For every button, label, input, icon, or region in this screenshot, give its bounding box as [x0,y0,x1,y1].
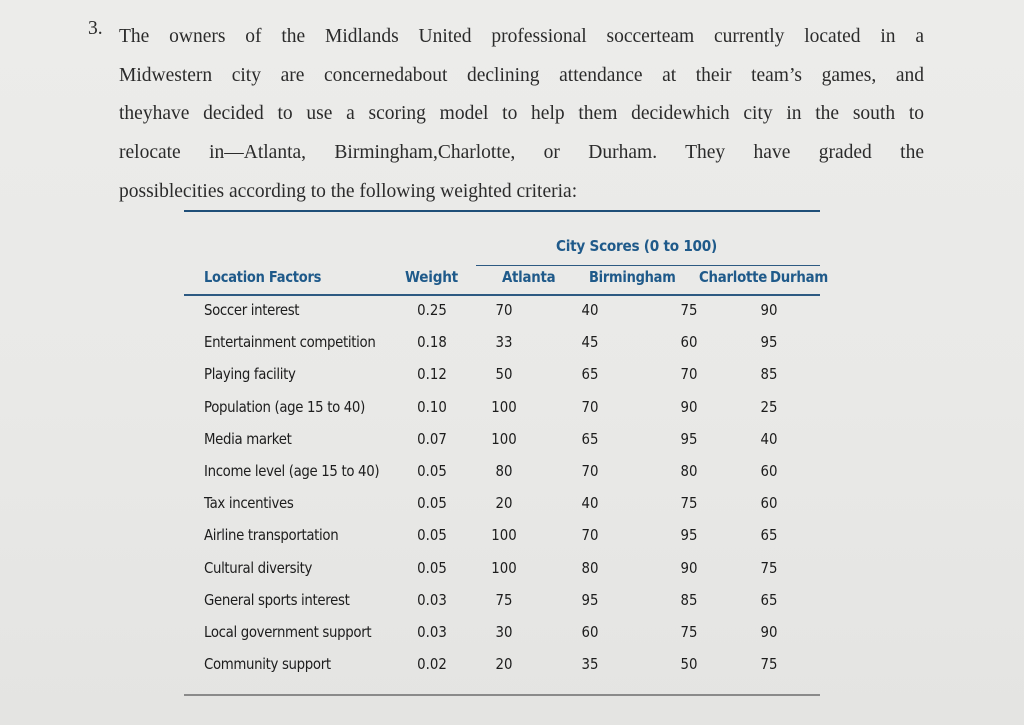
weighted-criteria-table [184,210,828,696]
table-cell: 100 [491,429,517,448]
column-header: Location Factors [204,268,322,286]
factor-label: Airline transportation [204,526,339,545]
table-cell: 0.05 [417,462,447,480]
table-cell: 40 [581,301,599,319]
table-cell: 80 [680,462,698,480]
table-cell: 85 [760,365,778,384]
table-cell: 65 [581,429,599,448]
table-cell: 25 [760,397,778,416]
table-cell: 20 [495,494,513,513]
factor-label: Population (age 15 to 40) [204,397,365,416]
table-cell: 20 [495,655,513,674]
table-cell: 40 [581,494,599,513]
table-cell: 65 [760,590,778,609]
table-cell: 50 [680,655,698,674]
table-cell: 75 [760,655,778,674]
factor-label: Entertainment competition [204,333,376,352]
table-cell: 75 [495,590,513,609]
table-cell: 95 [680,429,698,448]
table-cell: 0.02 [417,655,447,674]
table-cell: 0.25 [417,301,447,319]
table-cell: 0.12 [417,365,447,384]
factor-label: General sports interest [204,590,350,609]
table-cell: 80 [581,558,599,577]
problem-line: Midwestern city are concernedabout declining attendance at their team’s games, and [119,64,924,86]
table-cell: 90 [760,301,778,319]
table-cell: 70 [581,526,599,545]
table-cell: 0.03 [417,623,447,641]
factor-label: Local government support [204,623,372,641]
table-cell: 75 [680,623,698,641]
table-cell: 70 [680,365,698,384]
table-cell: 100 [491,558,517,577]
table-cell: 60 [680,333,698,352]
problem-line: relocate in—Atlanta, Birmingham,Charlotte, or Durham. They have graded the [119,142,924,164]
table-cell: 0.05 [417,558,447,577]
factor-label: Soccer interest [204,301,300,319]
table-cell: 60 [760,462,778,480]
problem-number: 3. [88,18,103,39]
table-cell: 90 [680,397,698,416]
table-cell: 75 [760,558,778,577]
table-cell: 95 [581,590,599,609]
factor-label: Tax incentives [204,494,294,513]
city-scores-header: City Scores (0 to 100) [556,237,717,255]
table-cell: 30 [495,623,513,641]
table-cell: 33 [495,333,513,352]
table-cell: 70 [495,301,513,319]
table-cell: 100 [491,526,517,545]
table-top-rule [184,210,820,212]
table-cell: 0.05 [417,526,447,545]
table-cell: 0.10 [417,397,447,416]
factor-label: Cultural diversity [204,558,313,577]
table-cell: 75 [680,494,698,513]
table-header-rule [184,294,820,296]
table-cell: 95 [680,526,698,545]
problem-text [119,18,924,212]
table-cell: 0.07 [417,429,447,448]
table-cell: 0.05 [417,494,447,513]
table-cell: 60 [760,494,778,513]
column-header: Atlanta [502,268,556,286]
problem-line: possiblecities according to the following weighted criteria: [119,180,578,202]
factor-label: Community support [204,655,331,674]
table-cell: 95 [760,333,778,352]
table-cell: 80 [495,462,513,480]
table-cell: 60 [581,623,599,641]
table-cell: 85 [680,590,698,609]
table-cell: 70 [581,462,599,480]
column-header: Weight [405,268,458,286]
table-cell: 90 [680,558,698,577]
column-header: Durham [770,268,828,286]
problem-line: theyhave decided to use a scoring model to help them decidewhich city in the south to [119,103,924,125]
table-cell: 50 [495,365,513,384]
factor-label: Income level (age 15 to 40) [204,462,380,480]
table-bottom-rule [184,694,820,696]
table-cell: 40 [760,429,778,448]
table-cell: 35 [581,655,599,674]
table-cell: 75 [680,301,698,319]
table-cell: 65 [760,526,778,545]
city-scores-rule [476,265,820,266]
table-cell: 90 [760,623,778,641]
factor-label: Media market [204,429,292,448]
table-cell: 70 [581,397,599,416]
table-cell: 65 [581,365,599,384]
column-header: Birmingham [589,268,676,286]
column-header: Charlotte [699,268,768,286]
table-cell: 100 [491,397,517,416]
table-cell: 45 [581,333,599,352]
problem-line: The owners of the Midlands United professional soccerteam currently located in a [119,26,924,47]
table-cell: 0.03 [417,590,447,609]
table-cell: 0.18 [417,333,447,352]
factor-label: Playing facility [204,365,296,384]
